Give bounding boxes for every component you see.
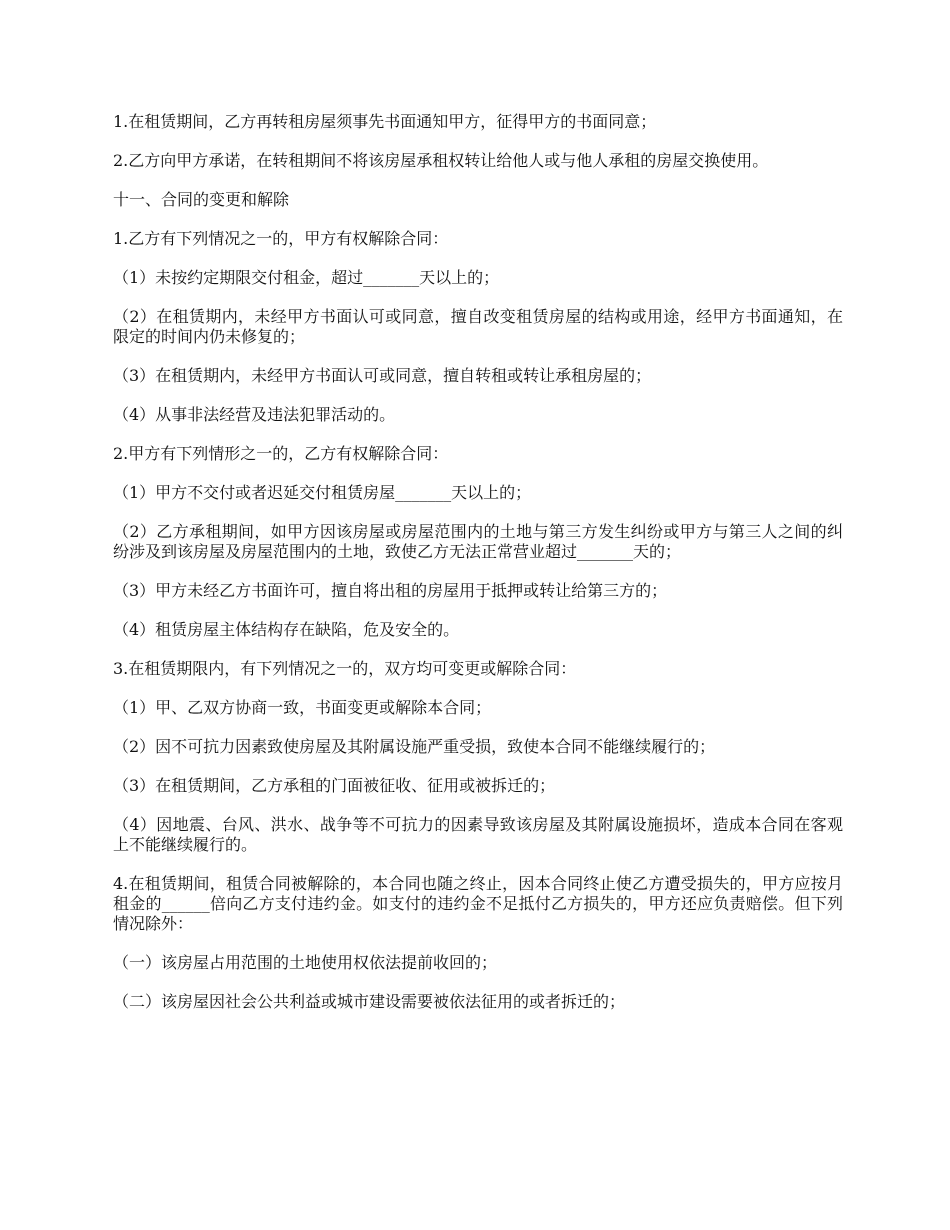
list-item-unauthorized-mortgage: （3）甲方未经乙方书面许可，擅自将出租的房屋用于抵押或转让给第三方的； (113, 581, 668, 600)
section-heading-change-termination: 十一、合同的变更和解除 (113, 190, 290, 209)
list-item-natural-disaster: （4）因地震、台风、洪水、战争等不可抗力的因素导致该房屋及其附属设施损坏，造成本合同在客观上不能继续履行的。 (113, 815, 843, 854)
list-item-public-interest-expropriation: （二）该房屋因社会公共利益或城市建设需要被依法征用的或者拆迁的； (113, 992, 626, 1011)
list-item-unauthorized-sublease: （3）在租赁期内，未经甲方书面认可或同意，擅自转租或转让承租房屋的； (113, 366, 652, 385)
paragraph-lessor-termination-rights: 1.乙方有下列情况之一的，甲方有权解除合同： (113, 229, 449, 248)
list-item-late-delivery: （1）甲方不交付或者迟延交付租赁房屋_______天以上的； (113, 483, 532, 502)
list-item-expropriation: （3）在租赁期间，乙方承租的门面被征收、征用或被拆迁的； (113, 776, 556, 795)
list-item-land-dispute: （2）乙方承租期间，如甲方因该房屋或房屋范围内的土地与第三方发生纠纷或甲方与第三人之间的纠纷涉及到该房屋及房屋范围内的土地，致使乙方无法正常营业超过_______天的； (113, 522, 843, 561)
document-page (113, 112, 843, 1031)
list-item-late-rent: （1）未按约定期限交付租金，超过_______天以上的； (113, 268, 500, 287)
list-item-structural-defect: （4）租赁房屋主体结构存在缺陷，危及安全的。 (113, 620, 460, 639)
list-item-mutual-agreement: （1）甲、乙双方协商一致，书面变更或解除本合同； (113, 698, 492, 717)
paragraph-breach-compensation: 4.在租赁期间，租赁合同被解除的，本合同也随之终止，因本合同终止使乙方遭受损失的，甲方应按月租金的______倍向乙方支付违约金。如支付的违约金不足抵付乙方损失的，甲方还应负责赔偿。但下列情况除外： (113, 874, 843, 933)
list-item-illegal-activity: （4）从事非法经营及违法犯罪活动的。 (113, 405, 396, 424)
list-item-force-majeure-damage: （2）因不可抗力因素致使房屋及其附属设施严重受损，致使本合同不能继续履行的； (113, 737, 716, 756)
list-item-land-recovery: （一）该房屋占用范围的土地使用权依法提前收回的； (113, 953, 498, 972)
paragraph-mutual-termination: 3.在租赁期限内，有下列情况之一的，双方均可变更或解除合同： (113, 659, 577, 678)
paragraph-sublease-notice: 1.在租赁期间，乙方再转租房屋须事先书面通知甲方，征得甲方的书面同意； (113, 112, 657, 131)
paragraph-lessee-termination-rights: 2.甲方有下列情形之一的，乙方有权解除合同： (113, 444, 449, 463)
paragraph-sublease-promise: 2.乙方向甲方承诺，在转租期间不将该房屋承租权转让给他人或与他人承租的房屋交换使用。 (113, 151, 769, 170)
list-item-structure-change: （2）在租赁期内，未经甲方书面认可或同意，擅自改变租赁房屋的结构或用途，经甲方书面通知，在限定的时间内仍未修复的； (113, 307, 843, 346)
